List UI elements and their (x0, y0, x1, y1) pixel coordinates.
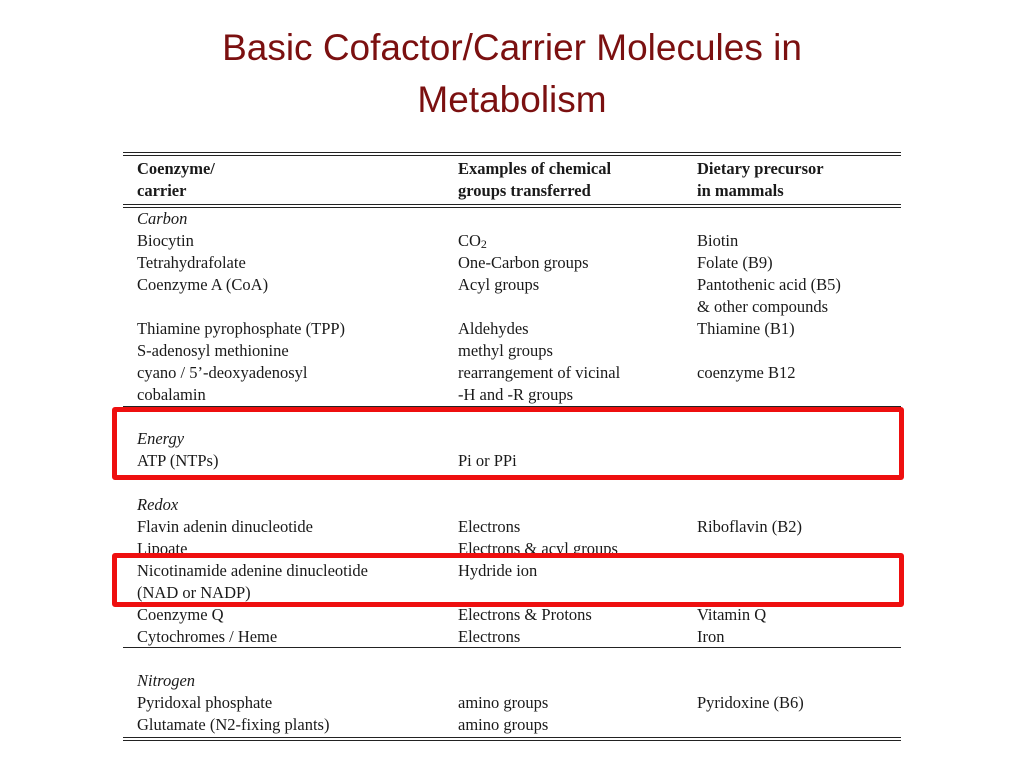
table-row-biocytin-precursor: Biotin (697, 231, 739, 250)
table-row-fad-precursor: Riboflavin (B2) (697, 517, 802, 536)
table-row-coa-name: Coenzyme A (CoA) (137, 275, 269, 294)
highlight-box-energy (112, 407, 904, 480)
category-redox: Redox (137, 495, 179, 514)
table-row-lipoate-name: Lipoate (137, 539, 188, 558)
table-row-tpp-name: Thiamine pyrophosphate (TPP) (137, 319, 346, 338)
table-row-lipoate-groups: Electrons & acyl groups (458, 539, 618, 558)
header-precursor-1: Dietary precursor (697, 159, 824, 178)
header-groups-1: Examples of chemical (458, 159, 612, 178)
header-rule-2 (123, 207, 901, 208)
table-row-cyt-groups: Electrons (458, 627, 521, 646)
header-carrier: carrier (137, 181, 187, 200)
table-row-coa-precursor-extra: & other compounds (697, 297, 829, 316)
co2-subscript: 2 (480, 237, 487, 251)
table-row-glu-groups: amino groups (458, 715, 549, 734)
table-row-thf-groups: One-Carbon groups (458, 253, 589, 272)
header-coenzyme: Coenzyme/ (137, 159, 215, 178)
co2-text: CO (458, 231, 481, 250)
table-row-tpp-groups: Aldehydes (458, 319, 529, 338)
table-row-plp-groups: amino groups (458, 693, 549, 712)
section-rule-redox (123, 647, 901, 648)
table-row-b12-name-cont: cobalamin (137, 385, 206, 404)
table-row-coq-name: Coenzyme Q (137, 605, 224, 624)
slide-title-line-2: Metabolism (417, 79, 607, 120)
table-row-sam-groups: methyl groups (458, 341, 553, 360)
table-row-coa-precursor: Pantothenic acid (B5) (697, 275, 841, 294)
table-row-coq-groups: Electrons & Protons (458, 605, 592, 624)
table-row-atp-groups: Pi or PPi (458, 451, 517, 470)
table-row-biocytin-name: Biocytin (137, 231, 194, 250)
table-bottom-rule-2 (123, 740, 901, 741)
table-row-plp-name: Pyridoxal phosphate (137, 693, 273, 712)
table-row-coq-precursor: Vitamin Q (697, 605, 767, 624)
table-top-rule (123, 152, 901, 153)
table-row-tpp-precursor: Thiamine (B1) (697, 319, 795, 338)
table-row-nad-name: Nicotinamide adenine dinucleotide (137, 561, 368, 580)
table-row-plp-precursor: Pyridoxine (B6) (697, 693, 804, 712)
table-row-coa-groups: Acyl groups (458, 275, 540, 294)
header-rule (123, 204, 901, 205)
table-row-fad-groups: Electrons (458, 517, 521, 536)
table-row-b12-precursor: coenzyme B12 (697, 363, 796, 382)
category-nitrogen: Nitrogen (137, 671, 196, 690)
highlight-box-nad (112, 553, 904, 607)
table-row-b12-groups-cont: -H and -R groups (458, 385, 574, 404)
table-row-fad-name: Flavin adenin dinucleotide (137, 517, 313, 536)
table-bottom-rule (123, 737, 901, 738)
table-row-cyt-name: Cytochromes / Heme (137, 627, 278, 646)
table-row-cyt-precursor: Iron (697, 627, 725, 646)
table-row-b12-groups: rearrangement of vicinal (458, 363, 621, 382)
table-row-thf-name: Tetrahydrafolate (137, 253, 246, 272)
table-row-atp-name: ATP (NTPs) (137, 451, 219, 470)
table-row-nad-groups: Hydride ion (458, 561, 538, 580)
category-energy: Energy (137, 429, 185, 448)
table-top-rule-2 (123, 155, 901, 156)
table-row-sam-name: S-adenosyl methionine (137, 341, 289, 360)
table-row-thf-precursor: Folate (B9) (697, 253, 773, 272)
table-row-nad-name-cont: (NAD or NADP) (137, 583, 251, 602)
header-precursor-2: in mammals (697, 181, 784, 200)
slide-title-line-1: Basic Cofactor/Carrier Molecules in (222, 27, 802, 68)
table-row-b12-name: cyano / 5’-deoxyadenosyl (137, 363, 308, 382)
category-carbon: Carbon (137, 209, 188, 228)
table-row-glu-name: Glutamate (N2-fixing plants) (137, 715, 330, 734)
header-groups-2: groups transferred (458, 181, 591, 200)
